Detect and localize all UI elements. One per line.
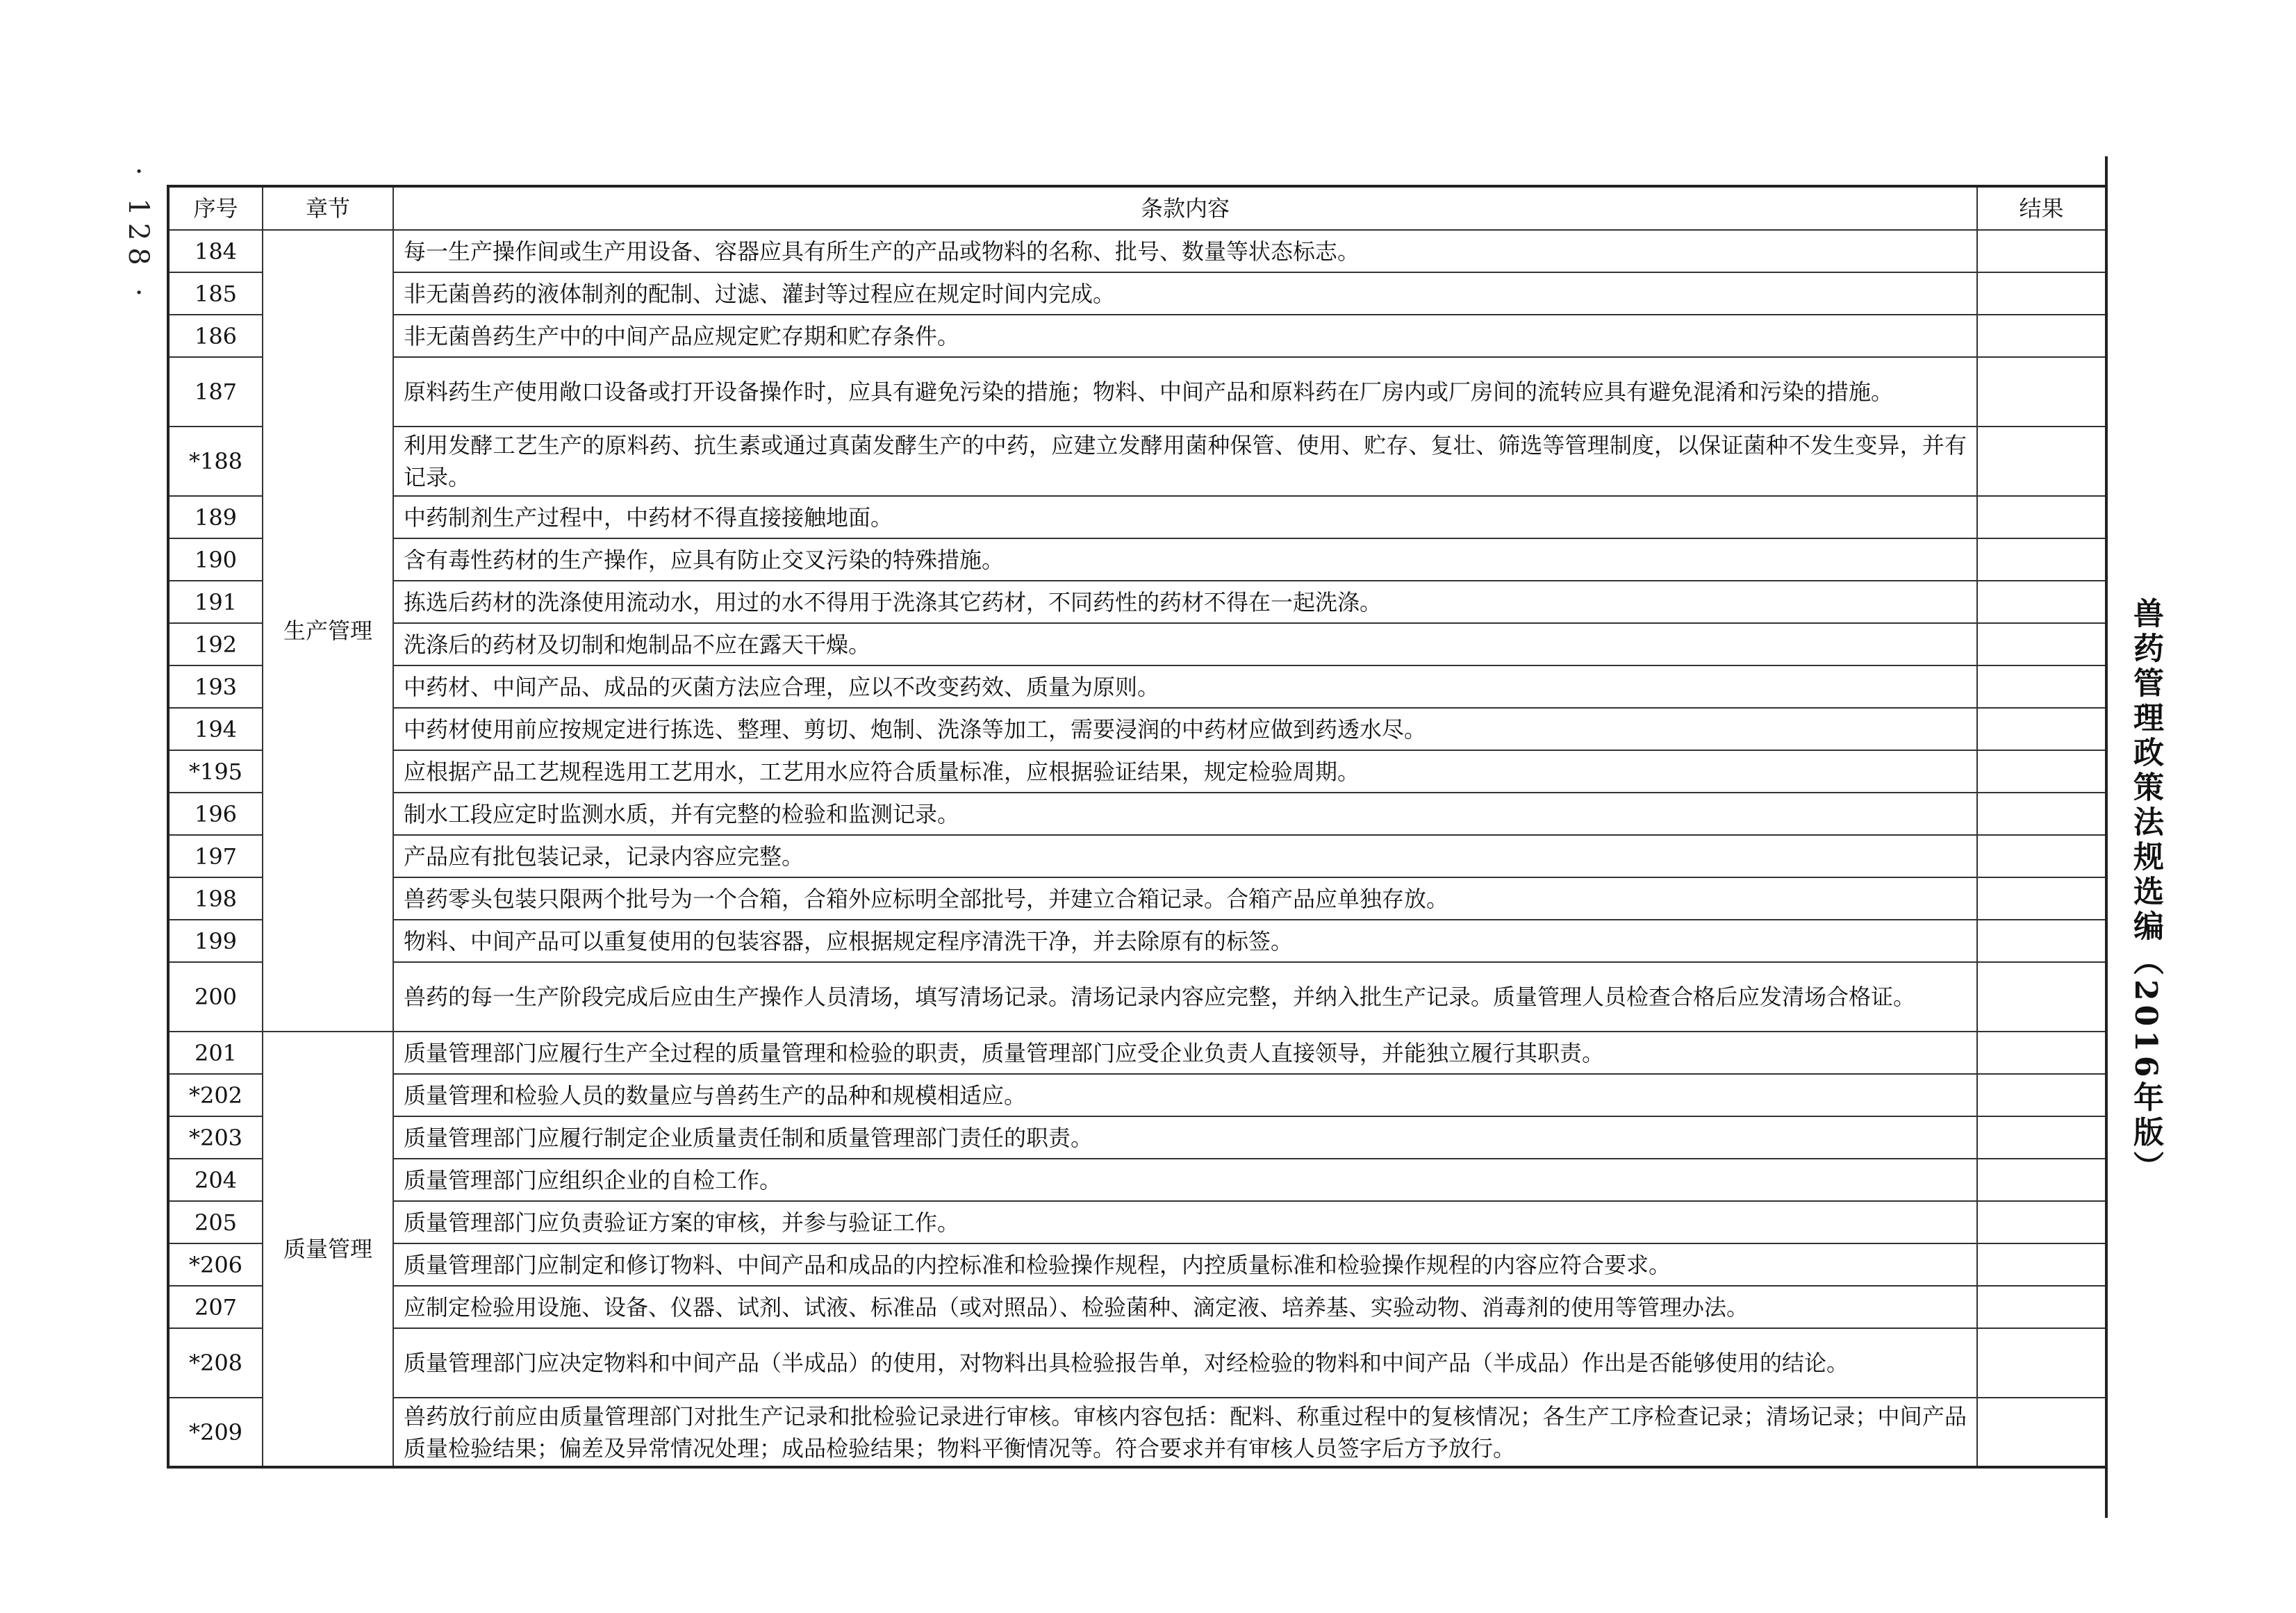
table-row xyxy=(168,427,2106,496)
row-content: 质量管理部门应组织企业的自检工作。 xyxy=(393,1159,1977,1201)
row-seq: 205 xyxy=(168,1201,263,1243)
row-seq: 192 xyxy=(168,623,263,665)
row-seq: 199 xyxy=(168,920,263,962)
row-content: 质量管理部门应履行制定企业质量责任制和质量管理部门责任的职责。 xyxy=(393,1116,1977,1159)
row-result[interactable] xyxy=(1977,1116,2106,1159)
row-content: 含有毒性药材的生产操作，应具有防止交叉污染的特殊措施。 xyxy=(393,538,1977,581)
row-content: 产品应有批包装记录，记录内容应完整。 xyxy=(393,835,1977,877)
running-title: 兽药管理政策法规选编（2016年版） xyxy=(2128,597,2163,1186)
table-row xyxy=(168,315,2106,357)
row-content: 质量管理部门应决定物料和中间产品（半成品）的使用，对物料出具检验报告单，对经检验的物料和中间产品（半成品）作出是否能够使用的结论。 xyxy=(393,1328,1977,1398)
table-row xyxy=(168,1159,2106,1201)
table-row xyxy=(168,272,2106,315)
row-seq: 207 xyxy=(168,1286,263,1328)
row-result[interactable] xyxy=(1977,665,2106,708)
row-seq: *203 xyxy=(168,1116,263,1159)
row-seq: 198 xyxy=(168,877,263,920)
row-content: 利用发酵工艺生产的原料药、抗生素或通过真菌发酵生产的中药，应建立发酵用菌种保管、使用、贮存、复壮、筛选等管理制度，以保证菌种不发生变异，并有记录。 xyxy=(393,427,1977,496)
table-row xyxy=(168,1286,2106,1328)
row-seq: 189 xyxy=(168,496,263,538)
row-seq: *188 xyxy=(168,427,263,496)
row-seq: 185 xyxy=(168,272,263,315)
row-result[interactable] xyxy=(1977,427,2106,496)
row-result[interactable] xyxy=(1977,1398,2106,1467)
row-result[interactable] xyxy=(1977,1286,2106,1328)
row-result[interactable] xyxy=(1977,623,2106,665)
row-seq: 200 xyxy=(168,962,263,1032)
row-content: 中药材使用前应按规定进行拣选、整理、剪切、炮制、洗涤等加工，需要浸润的中药材应做到药透水尽。 xyxy=(393,708,1977,750)
row-content: 兽药放行前应由质量管理部门对批生产记录和批检验记录进行审核。审核内容包括：配料、称重过程中的复核情况；各生产工序检查记录；清场记录；中间产品质量检验结果；偏差及异常情况处理；成品检验结果；物料平衡情况等。符合要求并有审核人员签字后方予放行。 xyxy=(393,1398,1977,1467)
row-seq: *206 xyxy=(168,1243,263,1286)
header-seq: 序号 xyxy=(168,186,263,230)
row-result[interactable] xyxy=(1977,708,2106,750)
regulation-table xyxy=(167,185,2108,1469)
row-result[interactable] xyxy=(1977,1201,2106,1243)
header-result: 结果 xyxy=(1977,186,2106,230)
table-row xyxy=(168,920,2106,962)
row-content: 非无菌兽药生产中的中间产品应规定贮存期和贮存条件。 xyxy=(393,315,1977,357)
row-content: 质量管理部门应履行生产全过程的质量管理和检验的职责，质量管理部门应受企业负责人直接领导，并能独立履行其职责。 xyxy=(393,1032,1977,1074)
table-row xyxy=(168,1328,2106,1398)
chapter-cell: 生产管理 xyxy=(263,230,393,1032)
row-result[interactable] xyxy=(1977,877,2106,920)
row-content: 制水工段应定时监测水质，并有完整的检验和监测记录。 xyxy=(393,793,1977,835)
row-content: 兽药的每一生产阶段完成后应由生产操作人员清场，填写清场记录。清场记录内容应完整，并纳入批生产记录。质量管理人员检查合格后应发清场合格证。 xyxy=(393,962,1977,1032)
row-seq: 204 xyxy=(168,1159,263,1201)
header-row xyxy=(168,186,2106,230)
row-result[interactable] xyxy=(1977,496,2106,538)
table-row xyxy=(168,357,2106,427)
table-row xyxy=(168,623,2106,665)
row-content: 应根据产品工艺规程选用工艺用水，工艺用水应符合质量标准，应根据验证结果，规定检验周期。 xyxy=(393,750,1977,793)
row-content: 质量管理和检验人员的数量应与兽药生产的品种和规模相适应。 xyxy=(393,1074,1977,1116)
row-seq: 196 xyxy=(168,793,263,835)
table-row xyxy=(168,877,2106,920)
table-row xyxy=(168,665,2106,708)
row-result[interactable] xyxy=(1977,357,2106,427)
row-result[interactable] xyxy=(1977,315,2106,357)
table-row xyxy=(168,581,2106,623)
table-row xyxy=(168,750,2106,793)
row-seq: 191 xyxy=(168,581,263,623)
table-row xyxy=(168,835,2106,877)
row-result[interactable] xyxy=(1977,1243,2106,1286)
row-content: 应制定检验用设施、设备、仪器、试剂、试液、标准品（或对照品）、检验菌种、滴定液、培养基、实验动物、消毒剂的使用等管理办法。 xyxy=(393,1286,1977,1328)
row-seq: 190 xyxy=(168,538,263,581)
row-content: 拣选后药材的洗涤使用流动水，用过的水不得用于洗涤其它药材，不同药性的药材不得在一起洗涤。 xyxy=(393,581,1977,623)
row-seq: 197 xyxy=(168,835,263,877)
row-content: 物料、中间产品可以重复使用的包装容器，应根据规定程序清洗干净，并去除原有的标签。 xyxy=(393,920,1977,962)
row-result[interactable] xyxy=(1977,750,2106,793)
row-content: 原料药生产使用敞口设备或打开设备操作时，应具有避免污染的措施；物料、中间产品和原料药在厂房内或厂房间的流转应具有避免混淆和污染的措施。 xyxy=(393,357,1977,427)
row-seq: *209 xyxy=(168,1398,263,1467)
table-row xyxy=(168,962,2106,1032)
row-seq: *202 xyxy=(168,1074,263,1116)
row-seq: 193 xyxy=(168,665,263,708)
page-number: · 128 · xyxy=(122,167,154,304)
row-result[interactable] xyxy=(1977,1159,2106,1201)
row-content: 兽药零头包装只限两个批号为一个合箱，合箱外应标明全部批号，并建立合箱记录。合箱产品应单独存放。 xyxy=(393,877,1977,920)
row-result[interactable] xyxy=(1977,1032,2106,1074)
table-row xyxy=(168,1243,2106,1286)
table-row xyxy=(168,496,2106,538)
row-content: 中药材、中间产品、成品的灭菌方法应合理，应以不改变药效、质量为原则。 xyxy=(393,665,1977,708)
row-result[interactable] xyxy=(1977,1328,2106,1398)
row-result[interactable] xyxy=(1977,538,2106,581)
row-seq: 184 xyxy=(168,230,263,272)
row-content: 质量管理部门应制定和修订物料、中间产品和成品的内控标准和检验操作规程，内控质量标准和检验操作规程的内容应符合要求。 xyxy=(393,1243,1977,1286)
row-seq: 186 xyxy=(168,315,263,357)
table-row xyxy=(168,1398,2106,1467)
table-row xyxy=(168,1074,2106,1116)
table-row xyxy=(168,793,2106,835)
row-result[interactable] xyxy=(1977,835,2106,877)
table-row xyxy=(168,1116,2106,1159)
row-result[interactable] xyxy=(1977,230,2106,272)
row-result[interactable] xyxy=(1977,793,2106,835)
header-chapter: 章节 xyxy=(263,186,393,230)
table-row xyxy=(168,230,2106,272)
row-content: 质量管理部门应负责验证方案的审核，并参与验证工作。 xyxy=(393,1201,1977,1243)
table-row xyxy=(168,1032,2106,1074)
table-row xyxy=(168,538,2106,581)
row-seq: *195 xyxy=(168,750,263,793)
chapter-cell: 质量管理 xyxy=(263,1032,393,1467)
row-content: 中药制剂生产过程中，中药材不得直接接触地面。 xyxy=(393,496,1977,538)
row-result[interactable] xyxy=(1977,1074,2106,1116)
row-result[interactable] xyxy=(1977,920,2106,962)
row-seq: 194 xyxy=(168,708,263,750)
row-seq: *208 xyxy=(168,1328,263,1398)
table-row xyxy=(168,708,2106,750)
row-seq: 201 xyxy=(168,1032,263,1074)
row-content: 洗涤后的药材及切制和炮制品不应在露天干燥。 xyxy=(393,623,1977,665)
row-content: 每一生产操作间或生产用设备、容器应具有所生产的产品或物料的名称、批号、数量等状态标志。 xyxy=(393,230,1977,272)
header-content: 条款内容 xyxy=(393,186,1977,230)
row-result[interactable] xyxy=(1977,272,2106,315)
row-result[interactable] xyxy=(1977,962,2106,1032)
table-body xyxy=(168,230,2106,1467)
row-content: 非无菌兽药的液体制剂的配制、过滤、灌封等过程应在规定时间内完成。 xyxy=(393,272,1977,315)
table-row xyxy=(168,1201,2106,1243)
row-seq: 187 xyxy=(168,357,263,427)
row-result[interactable] xyxy=(1977,581,2106,623)
